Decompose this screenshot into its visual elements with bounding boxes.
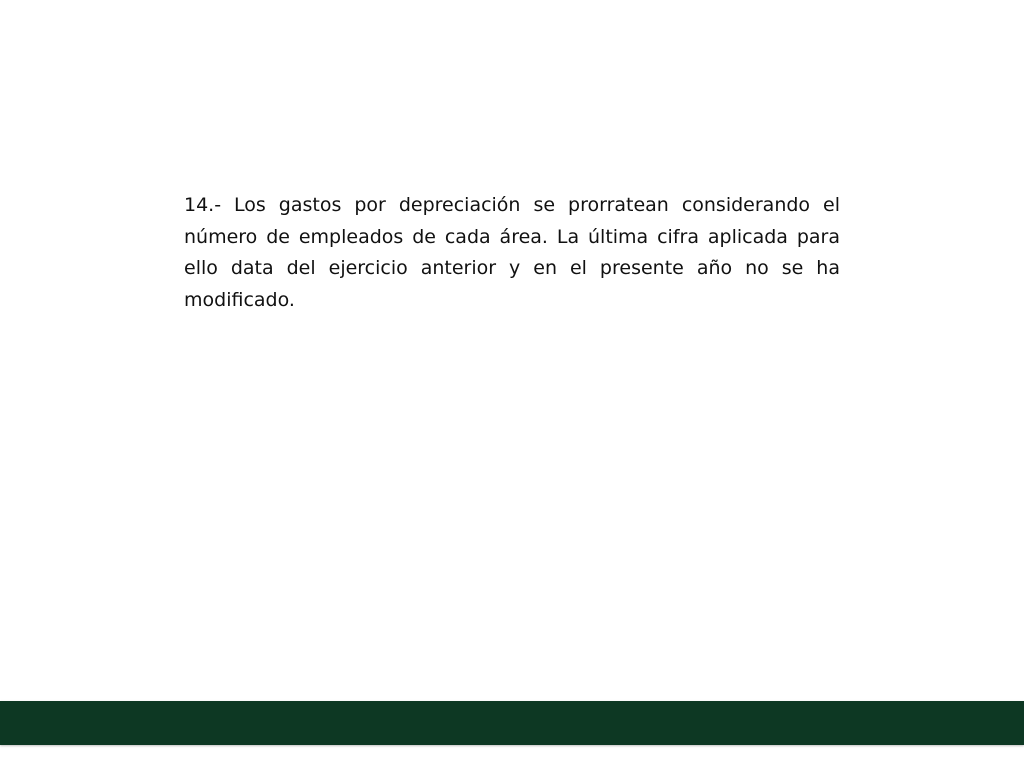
body-paragraph: 14.- Los gastos por depreciación se prorratean considerando el número de empleados de cada área. La última cifra aplicada para ello data del ejercicio anterior y en el presente año no se ha modificado. [184,194,840,311]
footer-bar [0,701,1024,745]
